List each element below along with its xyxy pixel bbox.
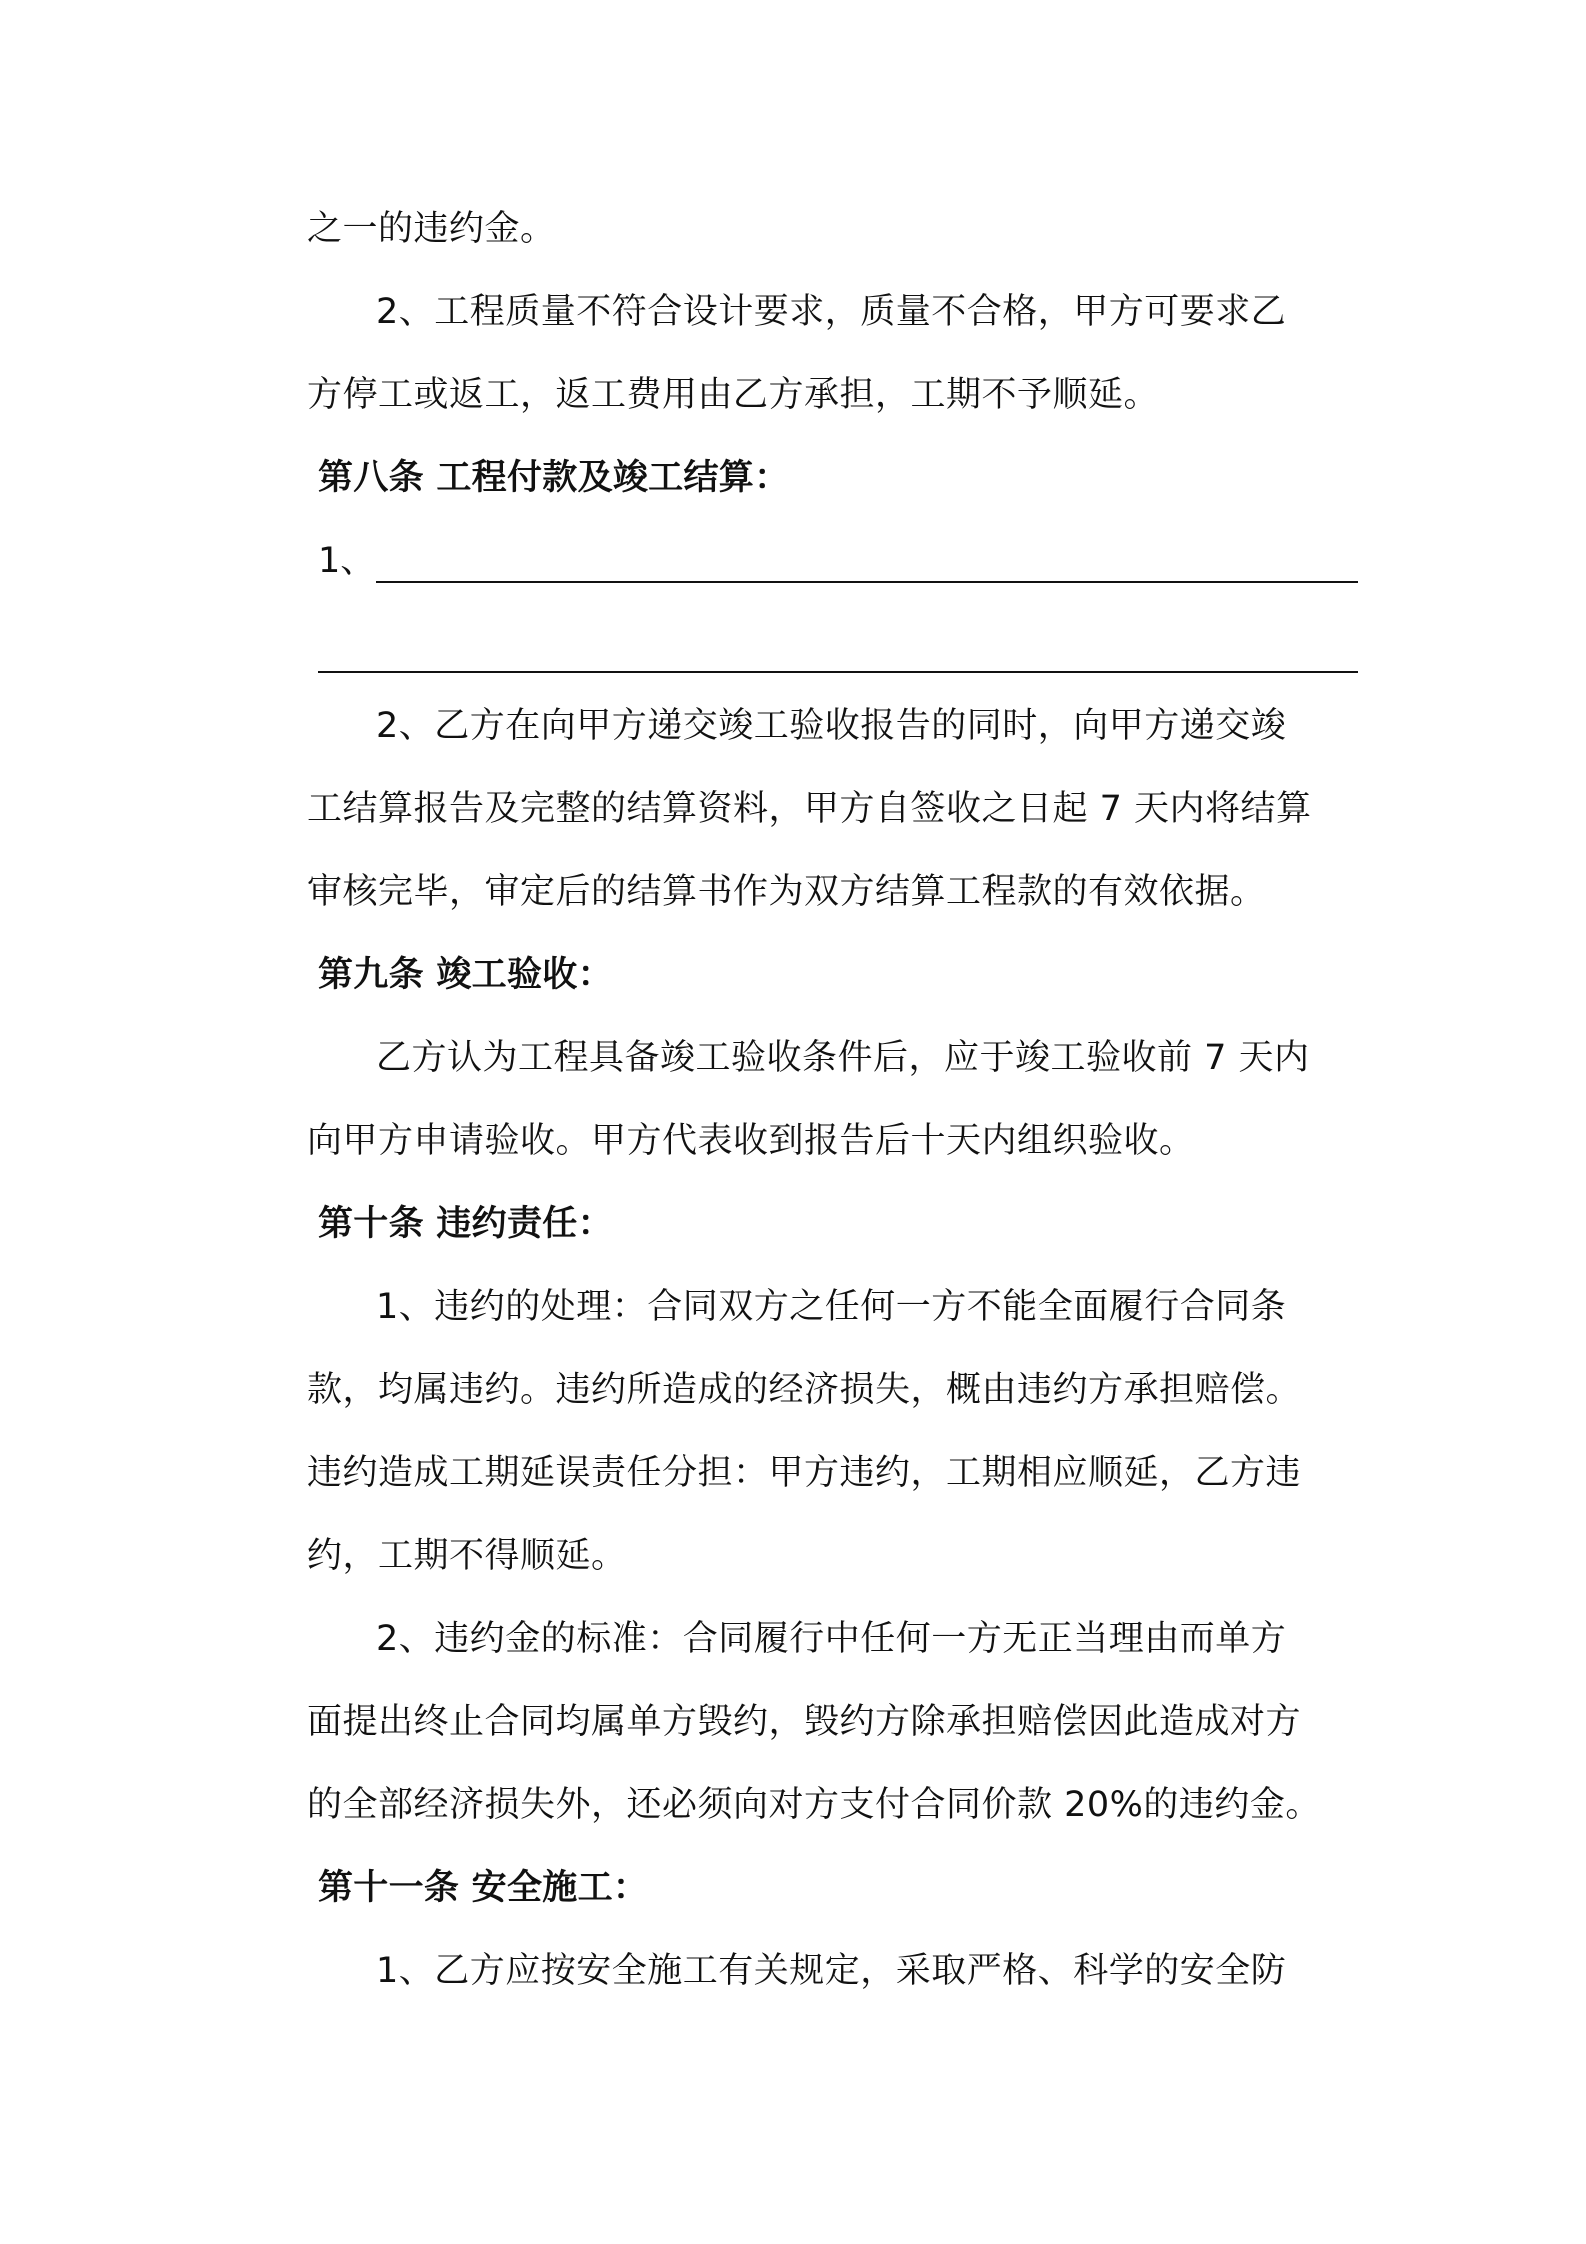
- penalty-line-3: 的全部经济损失外，还必须向对方支付合同价款 20%的违约金。: [307, 1785, 1321, 1825]
- breach-line-4: 约，工期不得顺延。: [307, 1536, 627, 1576]
- breach-line-1: 1、违约的处理：合同双方之任何一方不能全面履行合同条: [376, 1287, 1287, 1327]
- settlement-line-2: 工结算报告及完整的结算资料，甲方自签收之日起 7 天内将结算: [307, 789, 1312, 829]
- acceptance-line-2: 向甲方申请验收。甲方代表收到报告后十天内组织验收。: [307, 1121, 1195, 1161]
- payment-item-one-row: [318, 538, 1358, 584]
- article-eight-heading: 第八条 工程付款及竣工结算：: [318, 458, 790, 498]
- settlement-line-3: 审核完毕，审定后的结算书作为双方结算工程款的有效依据。: [307, 872, 1266, 912]
- article-ten-heading: 第十条 违约责任：: [318, 1204, 613, 1244]
- payment-item-one-label: 1、: [318, 541, 376, 581]
- paragraph-line-2: 2、工程质量不符合设计要求，质量不合格，甲方可要求乙: [376, 292, 1287, 332]
- payment-item-one-continuation-line: [318, 671, 1358, 673]
- penalty-line-1: 2、违约金的标准：合同履行中任何一方无正当理由而单方: [376, 1619, 1287, 1659]
- article-eleven-heading: 第十一条 安全施工：: [318, 1868, 649, 1908]
- acceptance-line-1: 乙方认为工程具备竣工验收条件后，应于竣工验收前 7 天内: [376, 1038, 1310, 1078]
- article-nine-heading: 第九条 竣工验收：: [318, 955, 613, 995]
- settlement-line-1: 2、乙方在向甲方递交竣工验收报告的同时，向甲方递交竣: [376, 706, 1287, 746]
- paragraph-line-1: 之一的违约金。: [307, 209, 556, 249]
- breach-line-2: 款，均属违约。违约所造成的经济损失，概由违约方承担赔偿。: [307, 1370, 1302, 1410]
- penalty-line-2: 面提出终止合同均属单方毁约，毁约方除承担赔偿因此造成对方: [307, 1702, 1302, 1742]
- paragraph-line-3: 方停工或返工，返工费用由乙方承担，工期不予顺延。: [307, 375, 1160, 415]
- safety-line-1: 1、乙方应按安全施工有关规定，采取严格、科学的安全防: [376, 1951, 1287, 1991]
- breach-line-3: 违约造成工期延误责任分担：甲方违约，工期相应顺延，乙方违: [307, 1453, 1302, 1493]
- payment-item-one-blank-line: [376, 581, 1358, 583]
